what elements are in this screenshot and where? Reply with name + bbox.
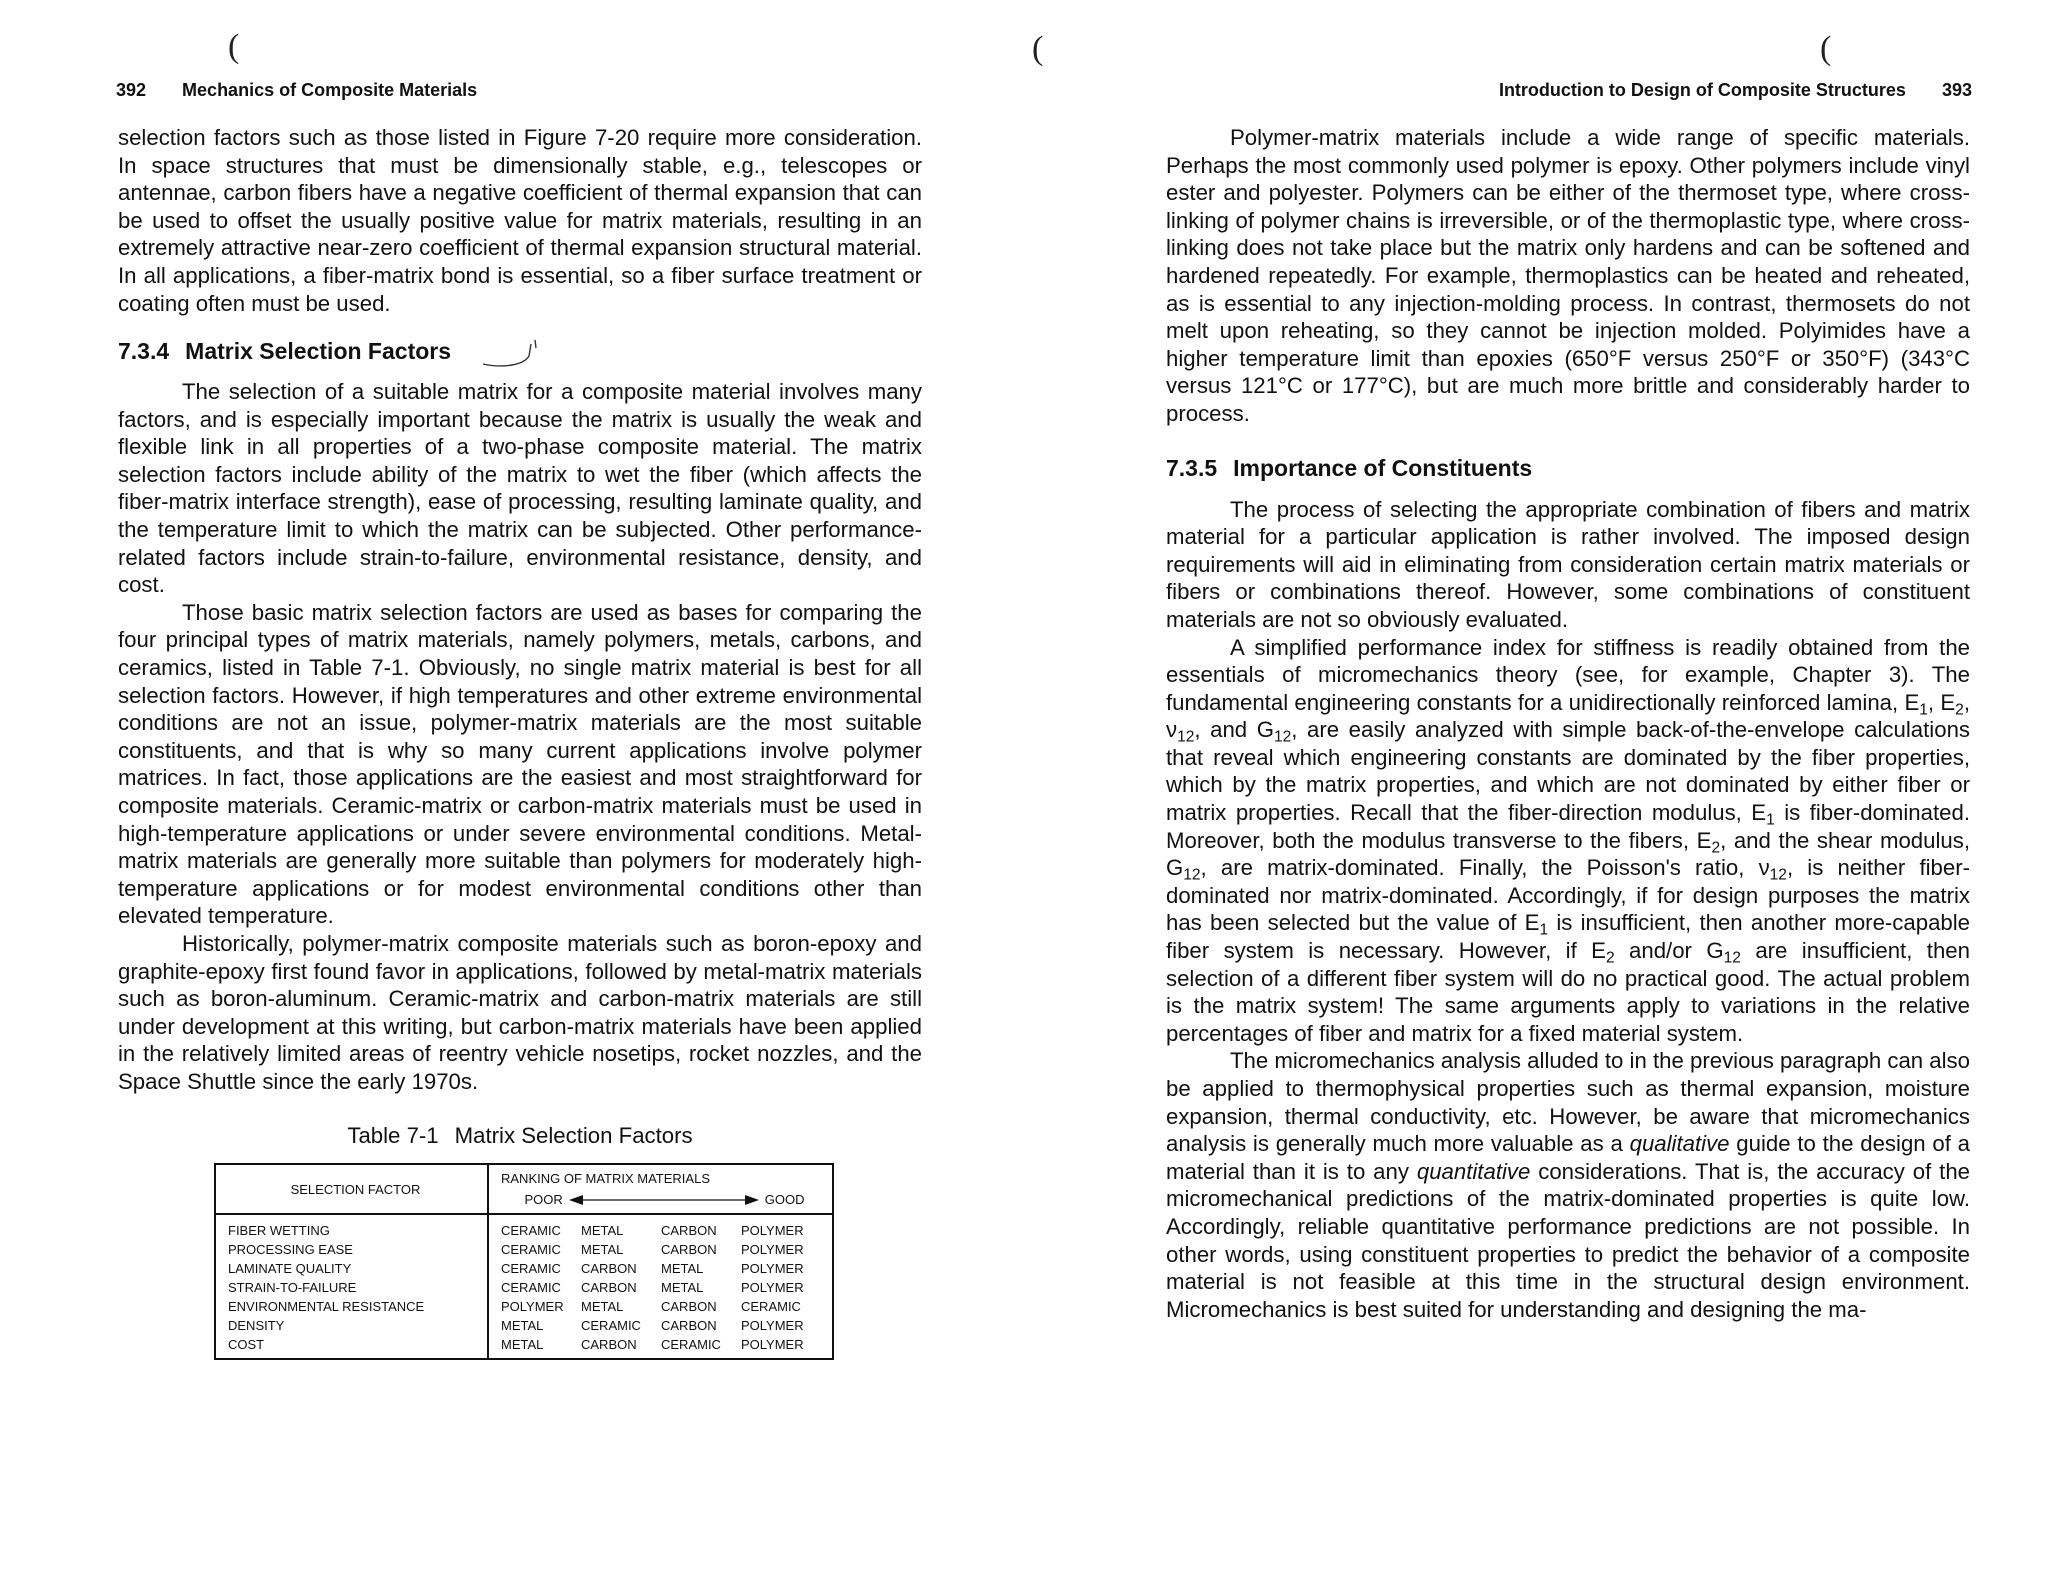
scale-poor-label: POOR [524, 1192, 563, 1208]
selection-factor-header: SELECTION FACTOR [215, 1164, 488, 1214]
body-paragraph: The micromechanics analysis alluded to in the previous paragraph can also be applied to thermophysical properties such as thermal expansion, moisture expansion, thermal conductivity, etc. However, be aware that micromechanics analysis is generally much more valuable as a qualitative guide to the design of a material than it is to any quantitative considerations. That is, the accuracy of the micromechanical predictions of the matrix-dominated properties is quite low. Accordingly, reliable quantitative performance predictions are not possible. In other words, using constituent properties to predict the behavior of a composite material is not feasible at this time in the structural design environment. Micromechanics is best suited for understanding and designing the ma- [1166, 1048, 1971, 1322]
page-number: 393 [1941, 80, 1972, 100]
body-paragraph: A simplified performance index for stiffness is readily obtained from the essentials of micromechanics theory (see, for example, Chapter 3). The fundamental engineering constants for a unidirectionally reinforced lamina, $E_1$, $E_2$, $\nu_{12}$, and $G_{12}$, are easily analyzed with simple back-of-the-envelope calculations that reveal which engineering constants are dominated by the fiber properties, which by the matrix properties, and which are not dominated by either fiber or matrix properties. Recall that the fiber-direction modulus, $E_1$ is fiber-dominated. Moreover, both the modulus transverse to the fibers, $E_2$, and the shear modulus, $G_{12}$, are matrix-dominated. Finally, the Poisson's ratio, $\nu_{12}$, is neither fiber-dominated nor matrix-dominated. Accordingly, if for design purposes the matrix has been selected but the value of $E_1$ is insufficient, then another more-capable fiber system is necessary. However, if $E_2$ and/or $G_{12}$ are insufficient, then selection of a different fiber system will do no practical good. The actual problem is the matrix system! The same arguments apply to variations in the relative percentages of fiber and matrix for a fixed material system. [1166, 634, 1971, 1046]
body-paragraph: Those basic matrix selection factors are used as bases for comparing the four principal types of matrix materials, namely polymers, metals, carbons, and ceramics, listed in Table 7-1. Obviously, no single matrix material is best for all selection factors. However, if high temperatures and other extreme environmental conditions are not an issue, polymer-matrix materials are the most suitable constituents, and that is why so many current applications involve polymer matrices. In fact, those applications are the easiest and most straightforward for composite materials. Ceramic-matrix or carbon-matrix materials must be used in high-temperature applications or under severe environmental conditions. Metal-matrix materials are generally more suitable than polymers for moderately high-temperature applications or for modest environmental conditions other than elevated temperature. [118, 599, 922, 929]
scale-good-label: GOOD [764, 1192, 805, 1208]
table-row [215, 1214, 833, 1240]
rank-material: CARBON [661, 1223, 717, 1239]
table-row [215, 1335, 833, 1359]
table-label: Table 7-1 [347, 1122, 439, 1148]
ranking-cell [488, 1316, 833, 1335]
selection-factor-cell: LAMINATE QUALITY [215, 1259, 488, 1278]
table-row [215, 1240, 833, 1259]
rank-material: CARBON [581, 1261, 637, 1277]
running-title: Mechanics of Composite Materials [182, 80, 478, 100]
rank-material: POLYMER [741, 1261, 804, 1277]
body-paragraph: The process of selecting the appropriate combination of fibers and matrix material for a particular application is rather involved. The imposed design requirements will aid in eliminating from consideration certain matrix materials or fibers or combinations thereof. However, some combinations of constituent materials are not so obviously evaluated. [1166, 496, 1970, 632]
body-paragraph: Historically, polymer-matrix composite materials such as boron-epoxy and graphite-epoxy first found favor in applications, followed by metal-matrix materials such as boron-aluminum. Ceramic-matrix and carbon-matrix materials are still under development at this writing, but carbon-matrix materials have been applied in the relatively limited areas of reentry vehicle nosetips, rocket nozzles, and the Space Shuttle since the early 1970s. [118, 930, 922, 1094]
handwritten-mark-icon [481, 338, 541, 368]
rank-material: CERAMIC [501, 1261, 561, 1277]
rank-material: POLYMER [741, 1242, 804, 1258]
rank-material: CARBON [581, 1337, 637, 1353]
rank-material: POLYMER [741, 1280, 804, 1296]
ranking-cell [488, 1214, 833, 1240]
rank-material: METAL [661, 1261, 704, 1277]
table-header-row [215, 1164, 833, 1214]
selection-factor-cell: STRAIN-TO-FAILURE [215, 1278, 488, 1297]
right-page [1024, 0, 2048, 1582]
rank-material: CERAMIC [741, 1299, 801, 1315]
section-heading [118, 337, 922, 368]
rank-material: CERAMIC [661, 1337, 721, 1353]
rank-material: POLYMER [741, 1223, 804, 1239]
rank-material: CERAMIC [501, 1223, 561, 1239]
table-caption [118, 1122, 922, 1150]
selection-factor-cell: PROCESSING EASE [215, 1240, 488, 1259]
rank-material: CERAMIC [501, 1280, 561, 1296]
table-row [215, 1259, 833, 1278]
rank-material: CARBON [661, 1299, 717, 1315]
table-row [215, 1297, 833, 1316]
table-title: Matrix Selection Factors [454, 1122, 693, 1148]
rank-material: POLYMER [741, 1318, 804, 1334]
section-number: 7.3.5 [1166, 454, 1218, 481]
rank-material: METAL [581, 1242, 624, 1258]
poor-good-scale [501, 1190, 828, 1209]
rank-material: METAL [581, 1299, 624, 1315]
page-body [1166, 124, 1970, 1323]
selection-factor-cell: ENVIRONMENTAL RESISTANCE [215, 1297, 488, 1316]
scan-paren-mark: ( [1032, 30, 1044, 67]
rank-material: CERAMIC [501, 1242, 561, 1258]
double-arrow-icon [569, 1195, 759, 1205]
section-number: 7.3.4 [118, 338, 170, 365]
rank-material: CARBON [581, 1280, 637, 1296]
rank-material: POLYMER [501, 1299, 564, 1315]
page-body [118, 124, 922, 1360]
rank-material: METAL [661, 1280, 704, 1296]
rank-material: CERAMIC [581, 1318, 641, 1334]
rank-material: METAL [501, 1318, 544, 1334]
ranking-header: RANKING OF MATRIX MATERIALS [501, 1171, 710, 1187]
selection-factor-cell: DENSITY [215, 1316, 488, 1335]
scan-paren-mark: ( [228, 28, 240, 65]
selection-factor-cell: COST [215, 1335, 488, 1359]
ranking-cell [488, 1335, 833, 1359]
page-header [116, 80, 477, 101]
ranking-header-cell [488, 1164, 833, 1214]
page-number: 392 [116, 80, 147, 100]
running-title: Introduction to Design of Composite Structures [1498, 80, 1906, 100]
section-title: Importance of Constituents [1233, 454, 1533, 481]
intro-paragraph: selection factors such as those listed in Figure 7-20 require more consideration. In space structures that must be dimensionally stable, e.g., telescopes or antennae, carbon fibers have a negative coefficient of thermal expansion that can be used to offset the usually positive value for matrix materials, resulting in an extremely attractive near-zero coefficient of thermal expansion structural material. In all applications, a fiber-matrix bond is essential, so a fiber surface treatment or coating often must be used. [118, 125, 922, 316]
selection-factor-cell: FIBER WETTING [215, 1214, 488, 1240]
intro-paragraph: Polymer-matrix materials include a wide range of specific materials. Perhaps the most commonly used polymer is epoxy. Other polymers include vinyl ester and polyester. Polymers can be either of the thermoset type, where cross-linking of polymer chains is irreversible, or of the thermoplastic type, where cross-linking does not take place but the matrix only hardens and can be softened and hardened repeatedly. For example, thermoplastics can be heated and reheated, as is essential to any injection-molding process. In contrast, thermosets do not melt upon reheating, so they cannot be injection molded. Polyimides have a higher temperature limit than epoxies (650°F versus 250°F or 350°F) (343°C versus 121°C or 177°C), but are much more brittle and considerably harder to process. [1166, 125, 1970, 426]
ranking-cell [488, 1259, 833, 1278]
section-heading [1166, 454, 1970, 482]
page-header [1499, 80, 1972, 101]
rank-material: METAL [501, 1337, 544, 1353]
ranking-cell [488, 1297, 833, 1316]
ranking-cell [488, 1278, 833, 1297]
body-paragraph: The selection of a suitable matrix for a composite material involves many factors, and is especially important because the matrix is usually the weak and flexible link in all properties of a two-phase composite material. The matrix selection factors include ability of the matrix to wet the fiber (which affects the fiber-matrix interface strength), ease of processing, resulting laminate quality, and the temperature limit to which the matrix can be subjected. Other performance-related factors include strain-to-failure, environmental resistance, density, and cost. [118, 379, 922, 598]
rank-material: CARBON [661, 1242, 717, 1258]
section-title: Matrix Selection Factors [185, 338, 452, 365]
ranking-cell [488, 1240, 833, 1259]
matrix-selection-table [214, 1163, 834, 1360]
table-row [215, 1316, 833, 1335]
rank-material: CARBON [661, 1318, 717, 1334]
table-row [215, 1278, 833, 1297]
rank-material: POLYMER [741, 1337, 804, 1353]
scan-paren-mark: ( [1820, 30, 1832, 67]
rank-material: METAL [581, 1223, 624, 1239]
